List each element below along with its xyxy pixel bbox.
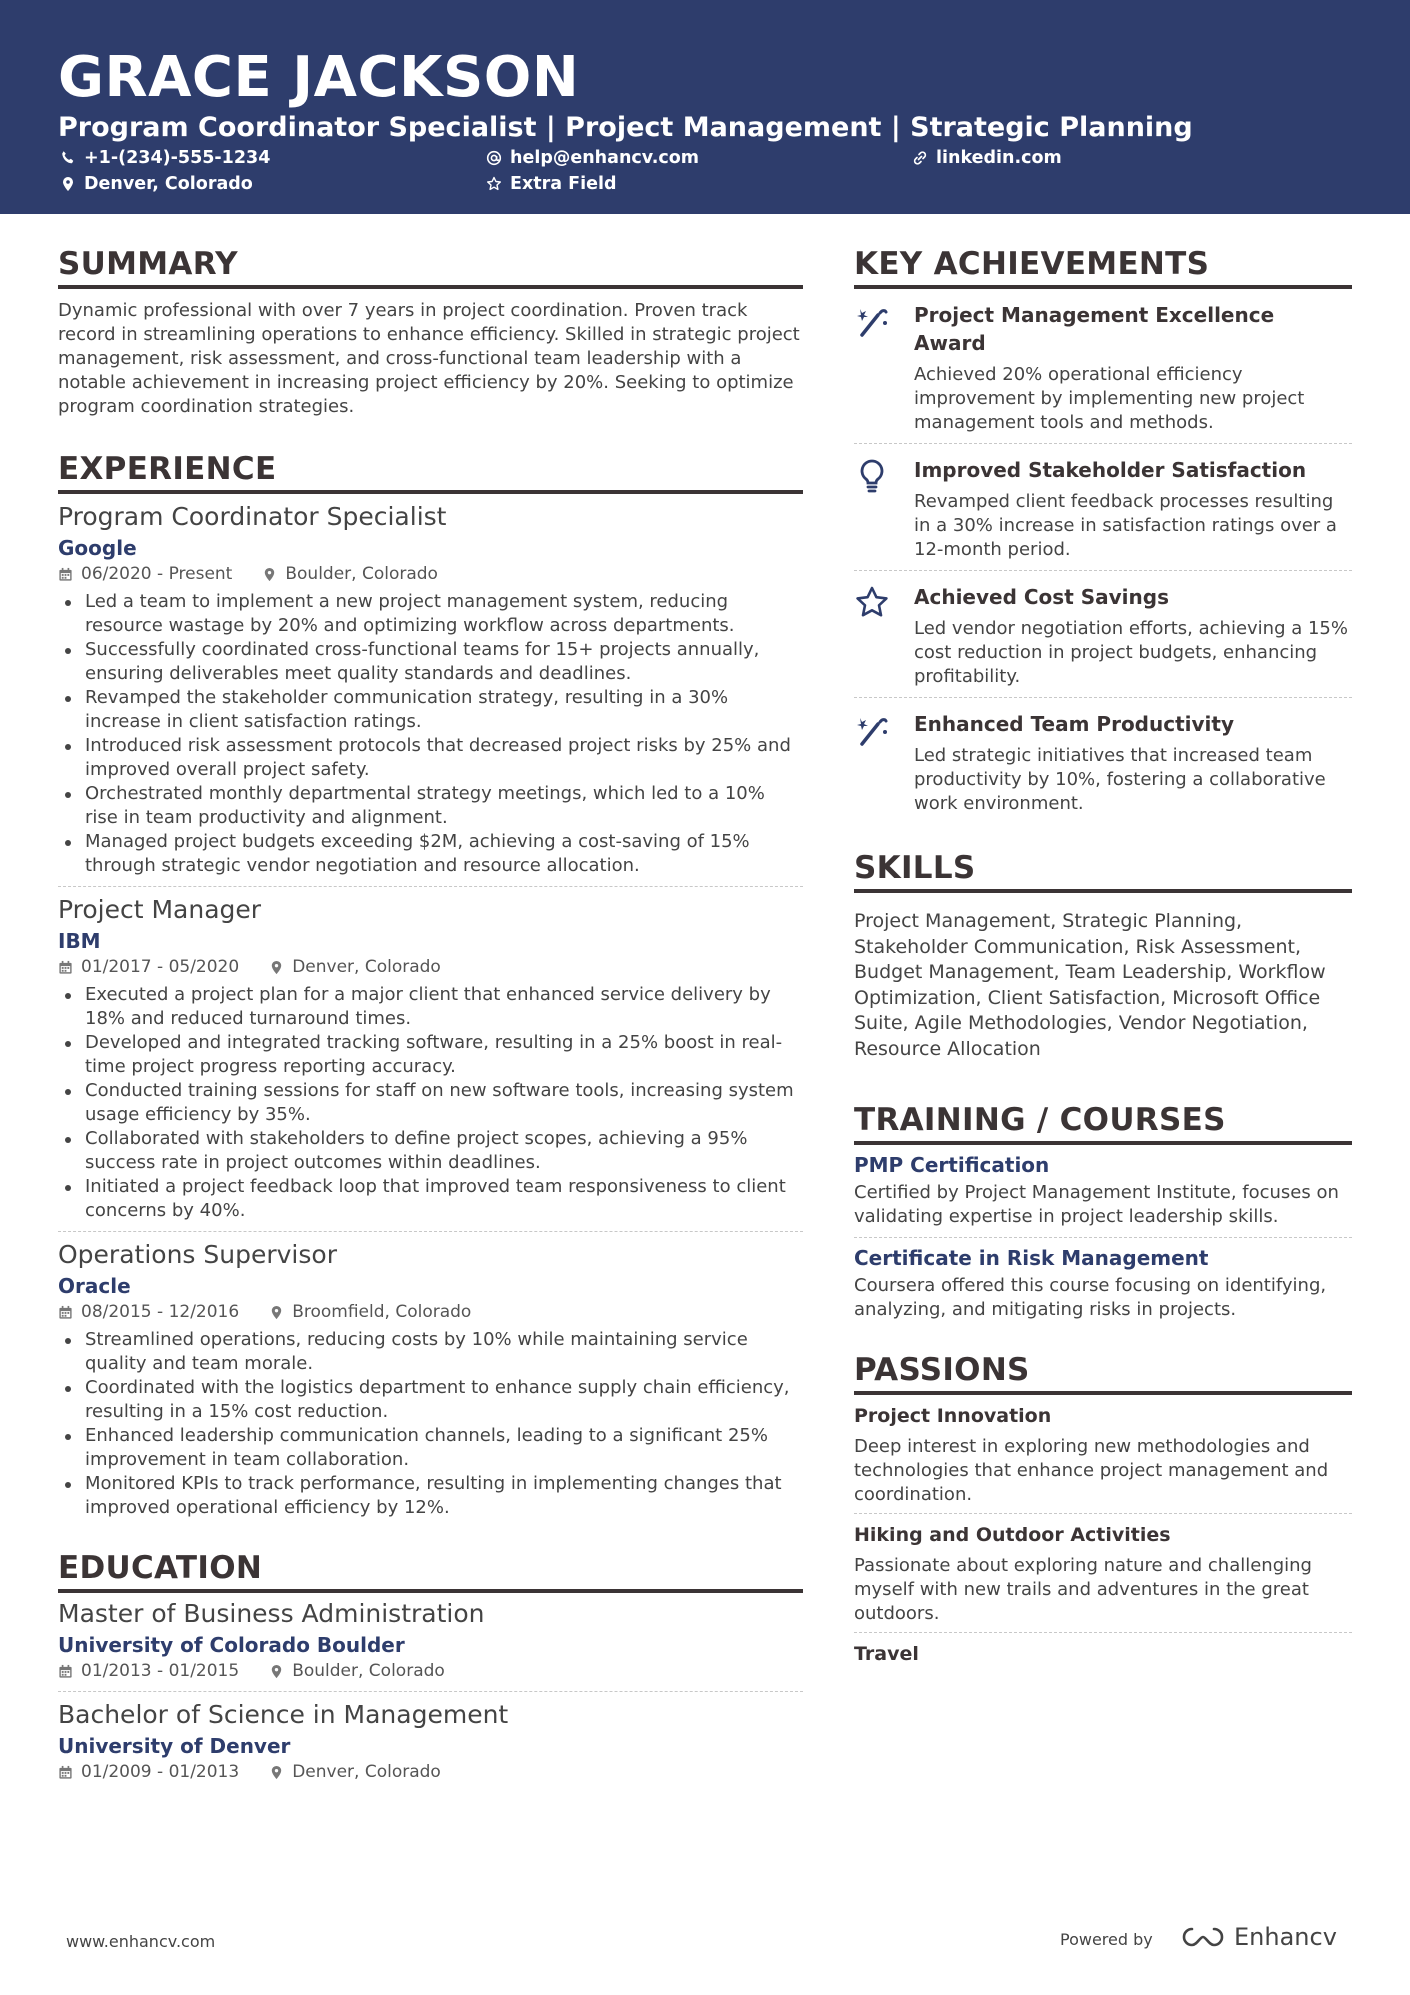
phone-text: +1-(234)-555-1234 xyxy=(84,148,271,168)
contact-linkedin[interactable] xyxy=(912,146,1062,170)
link-icon xyxy=(912,150,928,166)
degree-title: Bachelor of Science in Management xyxy=(58,1700,509,1729)
job-bullet: Successfully coordinated cross-functional teams for 15+ projects annually, ensuring deliverables meet quality standards and deadlines. xyxy=(58,638,803,686)
divider xyxy=(58,886,803,887)
candidate-name: GRACE JACKSON xyxy=(58,45,580,110)
resume-header xyxy=(0,0,1410,214)
map-pin-icon xyxy=(269,1664,284,1679)
education-dates: 01/2009 - 01/2013 xyxy=(81,1762,240,1782)
extra-text: Extra Field xyxy=(510,174,617,194)
achievement-desc: Led strategic initiatives that increased team productivity by 10%, fostering a collaborative work environment. xyxy=(914,745,1326,814)
contact-email[interactable] xyxy=(486,146,699,170)
achievement-title: Enhanced Team Productivity xyxy=(914,712,1234,736)
education-section xyxy=(58,1548,803,1784)
school-name: University of Colorado Boulder xyxy=(58,1633,405,1657)
achievement-title: Project Management Excellence Award xyxy=(914,303,1275,355)
job-dates: 08/2015 - 12/2016 xyxy=(81,1302,240,1322)
job-location: Boulder, Colorado xyxy=(285,564,438,584)
education-meta xyxy=(58,1659,803,1683)
star-icon xyxy=(854,585,890,621)
job-role: Program Coordinator Specialist xyxy=(58,502,447,531)
divider xyxy=(58,1691,803,1692)
job-bullet: Streamlined operations, reducing costs by 10% while maintaining service quality and team morale. xyxy=(58,1328,803,1376)
map-pin-icon xyxy=(262,567,277,582)
training-title: TRAINING / COURSES xyxy=(854,1100,1352,1145)
education-dates: 01/2013 - 01/2015 xyxy=(81,1661,240,1681)
skills-section xyxy=(854,848,1352,1062)
job-bullet: Managed project budgets exceeding $2M, achieving a cost-saving of 15% through strategic vendor negotiation and resource allocation. xyxy=(58,830,803,878)
passion-title: Travel xyxy=(854,1643,919,1665)
job-company: Google xyxy=(58,536,137,560)
job-company: Oracle xyxy=(58,1274,131,1298)
education-entry xyxy=(58,1597,803,1683)
course-title: PMP Certification xyxy=(854,1153,1050,1177)
job-entry xyxy=(58,893,803,1223)
location-text: Denver, Colorado xyxy=(84,174,253,194)
skills-title: SKILLS xyxy=(854,848,1352,893)
job-dates: 01/2017 - 05/2020 xyxy=(81,957,240,977)
passions-title: PASSIONS xyxy=(854,1350,1352,1395)
divider xyxy=(58,1231,803,1232)
linkedin-text: linkedin.com xyxy=(936,148,1062,168)
achievement-title: Achieved Cost Savings xyxy=(914,585,1169,609)
candidate-headline: Program Coordinator Specialist | Project Management | Strategic Planning xyxy=(58,112,1193,143)
job-company: IBM xyxy=(58,929,101,953)
course-item xyxy=(854,1151,1352,1229)
summary-title: SUMMARY xyxy=(58,244,803,289)
enhancv-logo-text: Enhancv xyxy=(1234,1923,1337,1951)
calendar-icon xyxy=(58,1305,73,1320)
skills-text: Project Management, Strategic Planning, Stakeholder Communication, Risk Assessment, Budget Management, Team Leadership, Workflow Optimization, Client Satisfaction, Microsoft Office Suite, Agile Methodologies, Vendor Negotiation, Resource Allocation xyxy=(854,910,1326,1060)
job-role: Operations Supervisor xyxy=(58,1240,337,1269)
education-location: Boulder, Colorado xyxy=(292,1661,445,1681)
map-pin-icon xyxy=(269,1305,284,1320)
job-bullet: Initiated a project feedback loop that improved team responsiveness to client concerns by 40%. xyxy=(58,1175,803,1223)
achievement-desc: Achieved 20% operational efficiency improvement by implementing new project management tools and methods. xyxy=(914,364,1305,433)
job-bullets xyxy=(58,983,803,1223)
left-column xyxy=(58,244,803,1784)
job-bullet: Collaborated with stakeholders to define project scopes, achieving a 95% success rate in project outcomes within deadlines. xyxy=(58,1127,803,1175)
degree-title: Master of Business Administration xyxy=(58,1599,485,1628)
passion-desc: Deep interest in exploring new methodologies and technologies that enhance project management and coordination. xyxy=(854,1436,1329,1505)
contact-phone[interactable] xyxy=(60,146,270,170)
at-sign-icon xyxy=(486,150,502,166)
course-desc: Certified by Project Management Institute, focuses on validating expertise in project leadership skills. xyxy=(854,1182,1339,1227)
job-bullet: Conducted training sessions for staff on new software tools, increasing system usage efficiency by 35%. xyxy=(58,1079,803,1127)
achievement-item xyxy=(854,571,1352,697)
job-location: Broomfield, Colorado xyxy=(292,1302,472,1322)
summary-section xyxy=(58,244,803,419)
job-entry xyxy=(58,500,803,878)
passions-section xyxy=(854,1350,1352,1667)
calendar-icon xyxy=(58,960,73,975)
magic-wand-icon xyxy=(854,712,890,748)
magic-wand-icon xyxy=(854,303,890,339)
job-dates: 06/2020 - Present xyxy=(81,564,233,584)
achievements-section xyxy=(854,244,1352,824)
job-bullet: Introduced risk assessment protocols that decreased project risks by 25% and improved overall project safety. xyxy=(58,734,803,782)
job-bullet: Executed a project plan for a major client that enhanced service delivery by 18% and reduced turnaround times. xyxy=(58,983,803,1031)
calendar-icon xyxy=(58,1765,73,1780)
school-name: University of Denver xyxy=(58,1734,291,1758)
achievement-desc: Led vendor negotiation efforts, achieving a 15% cost reduction in project budgets, enhancing profitability. xyxy=(914,618,1348,687)
job-meta xyxy=(58,562,803,586)
education-entry xyxy=(58,1698,803,1784)
passion-item xyxy=(854,1522,1352,1626)
job-bullets xyxy=(58,590,803,878)
achievement-title: Improved Stakeholder Satisfaction xyxy=(914,458,1307,482)
job-location: Denver, Colorado xyxy=(292,957,441,977)
achievement-item xyxy=(854,289,1352,443)
divider xyxy=(854,1237,1352,1238)
achievement-item xyxy=(854,444,1352,570)
course-item xyxy=(854,1244,1352,1322)
divider xyxy=(854,1632,1352,1633)
job-bullet: Monitored KPIs to track performance, resulting in implementing changes that improved operational efficiency by 12%. xyxy=(58,1472,803,1520)
footer-website-link[interactable]: www.enhancv.com xyxy=(66,1932,216,1951)
course-title: Certificate in Risk Management xyxy=(854,1246,1209,1270)
phone-icon xyxy=(60,150,76,166)
job-bullet: Orchestrated monthly departmental strategy meetings, which led to a 10% rise in team productivity and alignment. xyxy=(58,782,803,830)
email-text: help@enhancv.com xyxy=(510,148,700,168)
footer-powered-by: Powered by xyxy=(1060,1930,1153,1949)
experience-title: EXPERIENCE xyxy=(58,449,803,494)
job-bullet: Coordinated with the logistics department to enhance supply chain efficiency, resulting in a 15% cost reduction. xyxy=(58,1376,803,1424)
passion-item xyxy=(854,1641,1352,1667)
achievement-item xyxy=(854,698,1352,824)
job-bullet: Led a team to implement a new project management system, reducing resource wastage by 20% and optimizing workflow across departments. xyxy=(58,590,803,638)
job-bullet: Revamped the stakeholder communication strategy, resulting in a 30% increase in client satisfaction ratings. xyxy=(58,686,803,734)
education-title: EDUCATION xyxy=(58,1548,803,1593)
achievement-desc: Revamped client feedback processes resulting in a 30% increase in satisfaction ratings over a 12-month period. xyxy=(914,491,1337,560)
map-pin-icon xyxy=(269,960,284,975)
passion-desc: Passionate about exploring nature and challenging myself with new trails and adventures in the great outdoors. xyxy=(854,1555,1312,1624)
job-bullet: Enhanced leadership communication channels, leading to a significant 25% improvement in team collaboration. xyxy=(58,1424,803,1472)
enhancv-logo[interactable] xyxy=(1180,1923,1337,1951)
divider xyxy=(854,1513,1352,1514)
right-column xyxy=(854,244,1352,1667)
job-meta xyxy=(58,955,803,979)
education-meta xyxy=(58,1760,803,1784)
job-entry xyxy=(58,1238,803,1520)
training-section xyxy=(854,1100,1352,1322)
job-meta xyxy=(58,1300,803,1324)
star-outline-icon xyxy=(486,176,502,192)
achievements-title: KEY ACHIEVEMENTS xyxy=(854,244,1352,289)
passion-title: Project Innovation xyxy=(854,1405,1052,1427)
map-pin-icon xyxy=(60,176,76,192)
calendar-icon xyxy=(58,1664,73,1679)
map-pin-icon xyxy=(269,1765,284,1780)
experience-section xyxy=(58,449,803,1520)
lightbulb-icon xyxy=(854,458,890,494)
passion-item xyxy=(854,1403,1352,1507)
job-bullets xyxy=(58,1328,803,1520)
contact-extra xyxy=(486,172,617,196)
job-bullet: Developed and integrated tracking software, resulting in a 25% boost in real-time project progress reporting accuracy. xyxy=(58,1031,803,1079)
contact-location xyxy=(60,172,253,196)
summary-text: Dynamic professional with over 7 years in project coordination. Proven track record in streamlining operations to enhance efficiency. Skilled in strategic project management, risk assessment, and cross-functional team leadership with a notable achievement in increasing project efficiency by 20%. Seeking to optimize program coordination strategies. xyxy=(58,300,800,417)
enhancv-logo-icon xyxy=(1180,1925,1226,1949)
calendar-icon xyxy=(58,567,73,582)
education-location: Denver, Colorado xyxy=(292,1762,441,1782)
passion-title: Hiking and Outdoor Activities xyxy=(854,1524,1171,1546)
job-role: Project Manager xyxy=(58,895,262,924)
course-desc: Coursera offered this course focusing on identifying, analyzing, and mitigating risks in projects. xyxy=(854,1275,1327,1320)
